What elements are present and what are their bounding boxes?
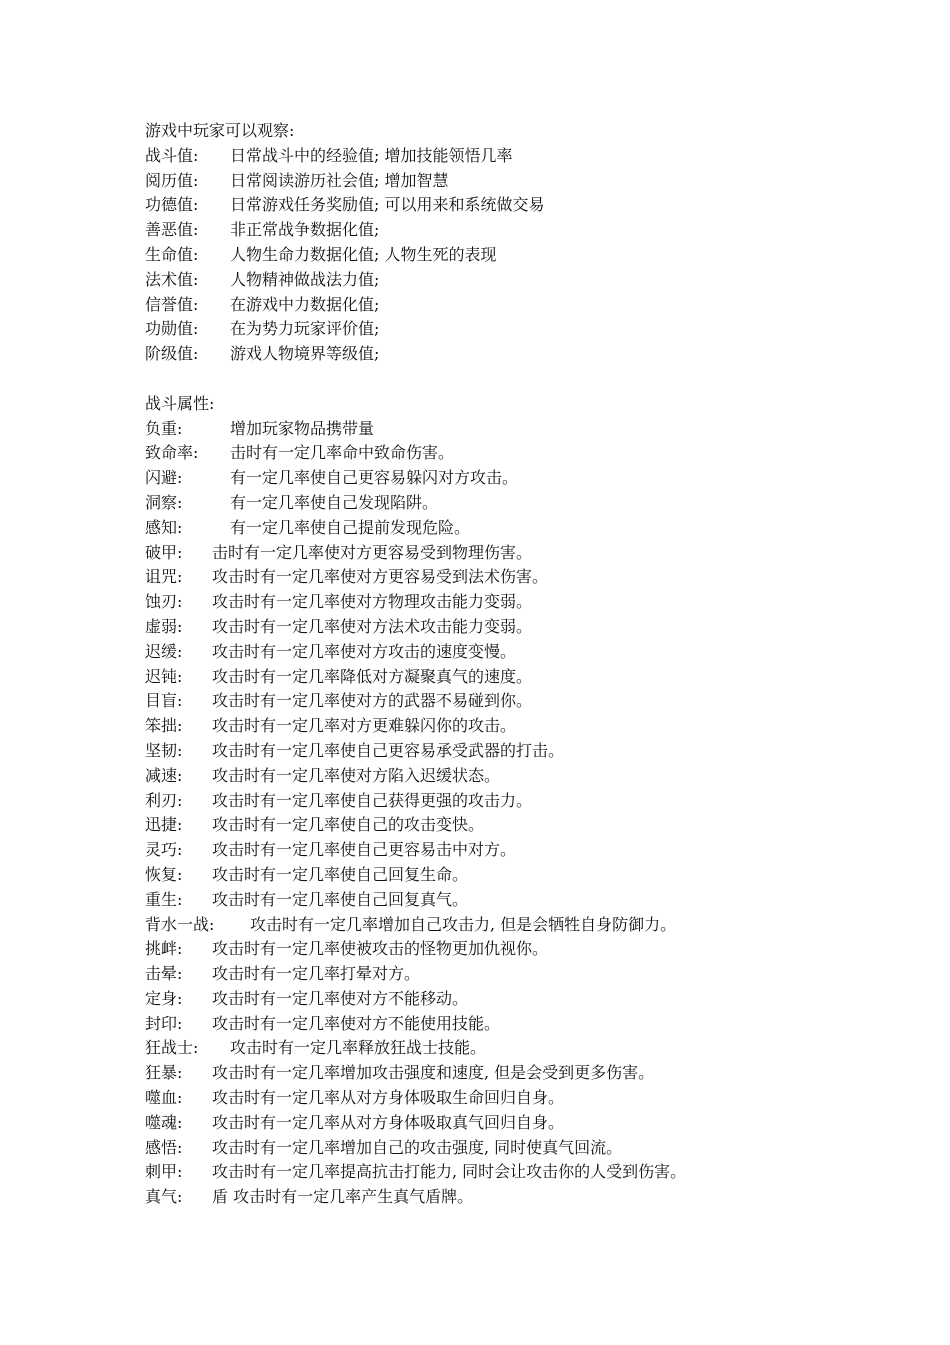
observe-list bbox=[145, 144, 905, 367]
attribute-line bbox=[145, 491, 905, 516]
attribute-term: 迅捷: bbox=[145, 815, 183, 835]
attribute-description: 攻击时有一定几率使对方陷入迟缓状态。 bbox=[212, 765, 501, 785]
attribute-term: 刺甲: bbox=[145, 1162, 183, 1182]
attribute-line bbox=[145, 144, 905, 169]
attribute-line bbox=[145, 169, 905, 194]
attribute-description: 攻击时有一定几率增加攻击强度和速度, 但是会受到更多伤害。 bbox=[212, 1063, 655, 1083]
attribute-description: 攻击时有一定几率使对方不能移动。 bbox=[212, 988, 469, 1008]
attribute-term: 战斗值: bbox=[145, 145, 199, 165]
attribute-line bbox=[145, 541, 905, 566]
attribute-line bbox=[145, 1086, 905, 1111]
attribute-description: 攻击时有一定几率使对方更容易受到法术伤害。 bbox=[212, 567, 549, 587]
attribute-line bbox=[145, 1012, 905, 1037]
attribute-description: 攻击时有一定几率使对方攻击的速度变慢。 bbox=[212, 641, 517, 661]
attribute-term: 迟缓: bbox=[145, 641, 183, 661]
attribute-line bbox=[145, 937, 905, 962]
attribute-description: 攻击时有一定几率使对方的武器不易碰到你。 bbox=[212, 691, 533, 711]
attribute-description: 攻击时有一定几率使自己更容易承受武器的打击。 bbox=[212, 740, 565, 760]
attribute-term: 重生: bbox=[145, 889, 183, 909]
attribute-description: 攻击时有一定几率对方更难躲闪你的攻击。 bbox=[212, 716, 517, 736]
attribute-term: 阶级值: bbox=[145, 344, 199, 364]
attribute-description: 在为势力玩家评价值; bbox=[230, 319, 380, 339]
attribute-description: 攻击时有一定几率使自己获得更强的攻击力。 bbox=[212, 790, 533, 810]
attribute-line bbox=[145, 888, 905, 913]
attribute-description: 攻击时有一定几率使自己的攻击变快。 bbox=[212, 815, 485, 835]
attribute-line bbox=[145, 789, 905, 814]
combat-title: 战斗属性: bbox=[145, 393, 215, 413]
attribute-line bbox=[145, 1136, 905, 1161]
attribute-description: 攻击时有一定几率使自己回复生命。 bbox=[212, 864, 469, 884]
attribute-description: 攻击时有一定几率使对方物理攻击能力变弱。 bbox=[212, 592, 533, 612]
attribute-term: 狂暴: bbox=[145, 1063, 183, 1083]
attribute-line bbox=[145, 863, 905, 888]
attribute-line bbox=[145, 466, 905, 491]
attribute-line bbox=[145, 193, 905, 218]
attribute-line bbox=[145, 962, 905, 987]
attribute-term: 噬血: bbox=[145, 1088, 183, 1108]
attribute-description: 盾 攻击时有一定几率产生真气盾牌。 bbox=[212, 1187, 474, 1207]
attribute-term: 信誉值: bbox=[145, 294, 199, 314]
attribute-term: 封印: bbox=[145, 1013, 183, 1033]
attribute-term: 负重: bbox=[145, 418, 183, 438]
attribute-term: 生命值: bbox=[145, 244, 199, 264]
attribute-description: 日常游戏任务奖励值; 可以用来和系统做交易 bbox=[230, 195, 545, 215]
attribute-line bbox=[145, 689, 905, 714]
attribute-description: 攻击时有一定几率增加自己攻击力, 但是会牺牲自身防御力。 bbox=[250, 914, 677, 934]
attribute-line bbox=[145, 565, 905, 590]
attribute-description: 击时有一定几率命中致命伤害。 bbox=[230, 443, 455, 463]
attribute-line bbox=[145, 268, 905, 293]
attribute-term: 感知: bbox=[145, 517, 183, 537]
attribute-line bbox=[145, 417, 905, 442]
attribute-term: 迟钝: bbox=[145, 666, 183, 686]
attribute-line bbox=[145, 317, 905, 342]
attribute-term: 坚韧: bbox=[145, 740, 183, 760]
attribute-term: 恢复: bbox=[145, 864, 183, 884]
attribute-description: 增加玩家物品携带量 bbox=[230, 418, 375, 438]
combat-list bbox=[145, 417, 905, 1211]
attribute-line bbox=[145, 441, 905, 466]
attribute-line bbox=[145, 1061, 905, 1086]
attribute-term: 背水一战: bbox=[145, 914, 215, 934]
section-gap bbox=[145, 367, 905, 392]
attribute-description: 攻击时有一定几率使被攻击的怪物更加仇视你。 bbox=[212, 939, 549, 959]
attribute-description: 人物生命力数据化值; 人物生死的表现 bbox=[230, 244, 497, 264]
attribute-description: 攻击时有一定几率使自己更容易击中对方。 bbox=[212, 840, 517, 860]
attribute-term: 挑衅: bbox=[145, 939, 183, 959]
attribute-description: 攻击时有一定几率使自己回复真气。 bbox=[212, 889, 469, 909]
document-content bbox=[145, 119, 905, 1210]
attribute-description: 有一定几率使自己提前发现危险。 bbox=[230, 517, 471, 537]
attribute-term: 法术值: bbox=[145, 269, 199, 289]
attribute-term: 狂战士: bbox=[145, 1038, 199, 1058]
attribute-term: 笨拙: bbox=[145, 716, 183, 736]
attribute-line bbox=[145, 590, 905, 615]
attribute-term: 功德值: bbox=[145, 195, 199, 215]
attribute-line bbox=[145, 615, 905, 640]
attribute-line bbox=[145, 1160, 905, 1185]
attribute-term: 破甲: bbox=[145, 542, 183, 562]
attribute-term: 灵巧: bbox=[145, 840, 183, 860]
attribute-line bbox=[145, 838, 905, 863]
attribute-description: 在游戏中力数据化值; bbox=[230, 294, 380, 314]
attribute-description: 有一定几率使自己更容易躲闪对方攻击。 bbox=[230, 468, 519, 488]
attribute-description: 攻击时有一定几率使对方不能使用技能。 bbox=[212, 1013, 501, 1033]
attribute-description: 游戏人物境界等级值; bbox=[230, 344, 380, 364]
attribute-term: 虚弱: bbox=[145, 616, 183, 636]
attribute-line bbox=[145, 640, 905, 665]
attribute-line bbox=[145, 342, 905, 367]
attribute-term: 感悟: bbox=[145, 1137, 183, 1157]
attribute-term: 善恶值: bbox=[145, 220, 199, 240]
attribute-term: 致命率: bbox=[145, 443, 199, 463]
attribute-description: 日常阅读游历社会值; 增加智慧 bbox=[230, 170, 449, 190]
attribute-term: 闪避: bbox=[145, 468, 183, 488]
attribute-description: 攻击时有一定几率提高抗击打能力, 同时会让攻击你的人受到伤害。 bbox=[212, 1162, 687, 1182]
attribute-term: 利刃: bbox=[145, 790, 183, 810]
attribute-line bbox=[145, 1036, 905, 1061]
attribute-term: 减速: bbox=[145, 765, 183, 785]
attribute-line bbox=[145, 293, 905, 318]
attribute-line bbox=[145, 739, 905, 764]
attribute-description: 攻击时有一定几率使对方法术攻击能力变弱。 bbox=[212, 616, 533, 636]
attribute-line bbox=[145, 516, 905, 541]
attribute-description: 日常战斗中的经验值; 增加技能领悟几率 bbox=[230, 145, 513, 165]
attribute-description: 攻击时有一定几率打晕对方。 bbox=[212, 964, 421, 984]
attribute-term: 击晕: bbox=[145, 964, 183, 984]
attribute-line bbox=[145, 714, 905, 739]
attribute-term: 蚀刃: bbox=[145, 592, 183, 612]
attribute-description: 攻击时有一定几率从对方身体吸取真气回归自身。 bbox=[212, 1112, 565, 1132]
attribute-description: 非正常战争数据化值; bbox=[230, 220, 380, 240]
observe-title: 游戏中玩家可以观察: bbox=[145, 121, 295, 140]
attribute-description: 攻击时有一定几率增加自己的攻击强度, 同时使真气回流。 bbox=[212, 1137, 623, 1157]
attribute-line bbox=[145, 1185, 905, 1210]
attribute-line bbox=[145, 1111, 905, 1136]
attribute-line bbox=[145, 665, 905, 690]
attribute-term: 洞察: bbox=[145, 492, 183, 512]
attribute-line bbox=[145, 987, 905, 1012]
attribute-line bbox=[145, 243, 905, 268]
attribute-term: 定身: bbox=[145, 988, 183, 1008]
attribute-term: 阅历值: bbox=[145, 170, 199, 190]
attribute-term: 目盲: bbox=[145, 691, 183, 711]
attribute-description: 攻击时有一定几率释放狂战士技能。 bbox=[230, 1038, 487, 1058]
attribute-line bbox=[145, 913, 905, 938]
attribute-description: 攻击时有一定几率降低对方凝聚真气的速度。 bbox=[212, 666, 533, 686]
attribute-description: 有一定几率使自己发现陷阱。 bbox=[230, 492, 439, 512]
attribute-term: 噬魂: bbox=[145, 1112, 183, 1132]
attribute-line bbox=[145, 764, 905, 789]
attribute-line bbox=[145, 218, 905, 243]
attribute-description: 攻击时有一定几率从对方身体吸取生命回归自身。 bbox=[212, 1088, 565, 1108]
attribute-term: 诅咒: bbox=[145, 567, 183, 587]
attribute-line bbox=[145, 813, 905, 838]
attribute-term: 功勋值: bbox=[145, 319, 199, 339]
attribute-description: 人物精神做战法力值; bbox=[230, 269, 380, 289]
attribute-term: 真气: bbox=[145, 1187, 183, 1207]
attribute-description: 击时有一定几率使对方更容易受到物理伤害。 bbox=[212, 542, 533, 562]
